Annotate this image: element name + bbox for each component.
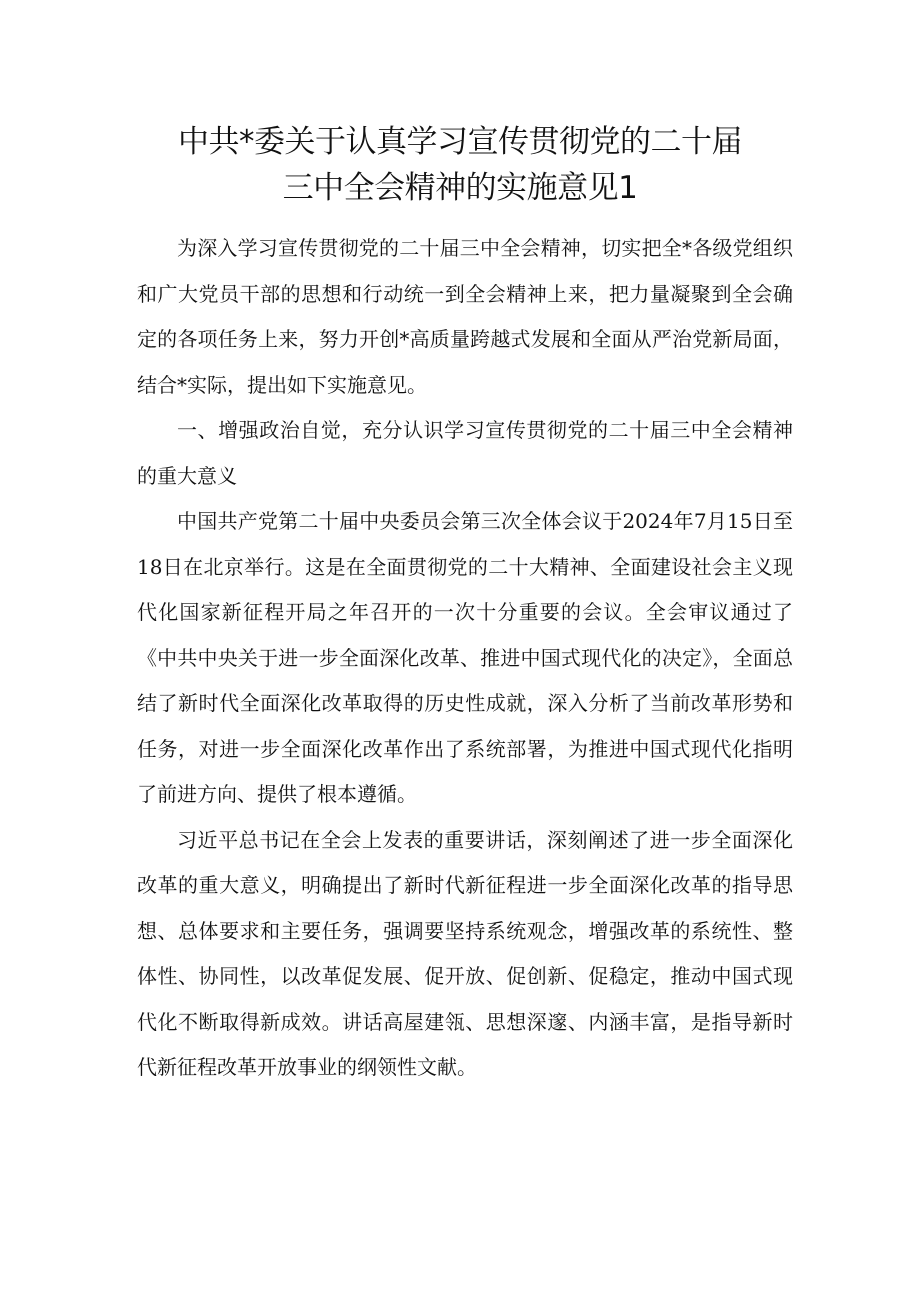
document-title-line-1: 中共*委关于认真学习宣传贯彻党的二十届 [178, 124, 742, 160]
document-title-line-2: 三中全会精神的实施意见1 [282, 170, 638, 206]
document-body [137, 226, 793, 1091]
paragraph-intro: 为深入学习宣传贯彻党的二十届三中全会精神，切实把全*各级党组织和广大党员干部的思想和行动统一到全会精神上来，把力量凝聚到全会确定的各项任务上来，努力开创*高质量跨越式发展和全面从严治党新局面，结合*实际，提出如下实施意见。 [137, 236, 793, 397]
paragraph-plenum: 中国共产党第二十届中央委员会第三次全体会议于2024年7月15日至18日在北京举行。这是在全面贯彻党的二十大精神、全面建设社会主义现代化国家新征程开局之年召开的一次十分重要的会议。全会审议通过了《中共中央关于进一步全面深化改革、推进中国式现代化的决定》，全面总结了新时代全面深化改革取得的历史性成就，深入分析了当前改革形势和任务，对进一步全面深化改革作出了系统部署，为推进中国式现代化指明了前进方向、提供了根本遵循。 [137, 509, 793, 806]
section-heading-1: 一、增强政治自觉，充分认识学习宣传贯彻党的二十届三中全会精神的重大意义 [137, 418, 793, 488]
paragraph-speech: 习近平总书记在全会上发表的重要讲话，深刻阐述了进一步全面深化改革的重大意义，明确提出了新时代新征程进一步全面深化改革的指导思想、总体要求和主要任务，强调要坚持系统观念，增强改革的系统性、整体性、协同性，以改革促发展、促开放、促创新、促稳定，推动中国式现代化不断取得新成效。讲话高屋建瓴、思想深邃、内涵丰富，是指导新时代新征程改革开放事业的纲领性文献。 [137, 827, 793, 1079]
